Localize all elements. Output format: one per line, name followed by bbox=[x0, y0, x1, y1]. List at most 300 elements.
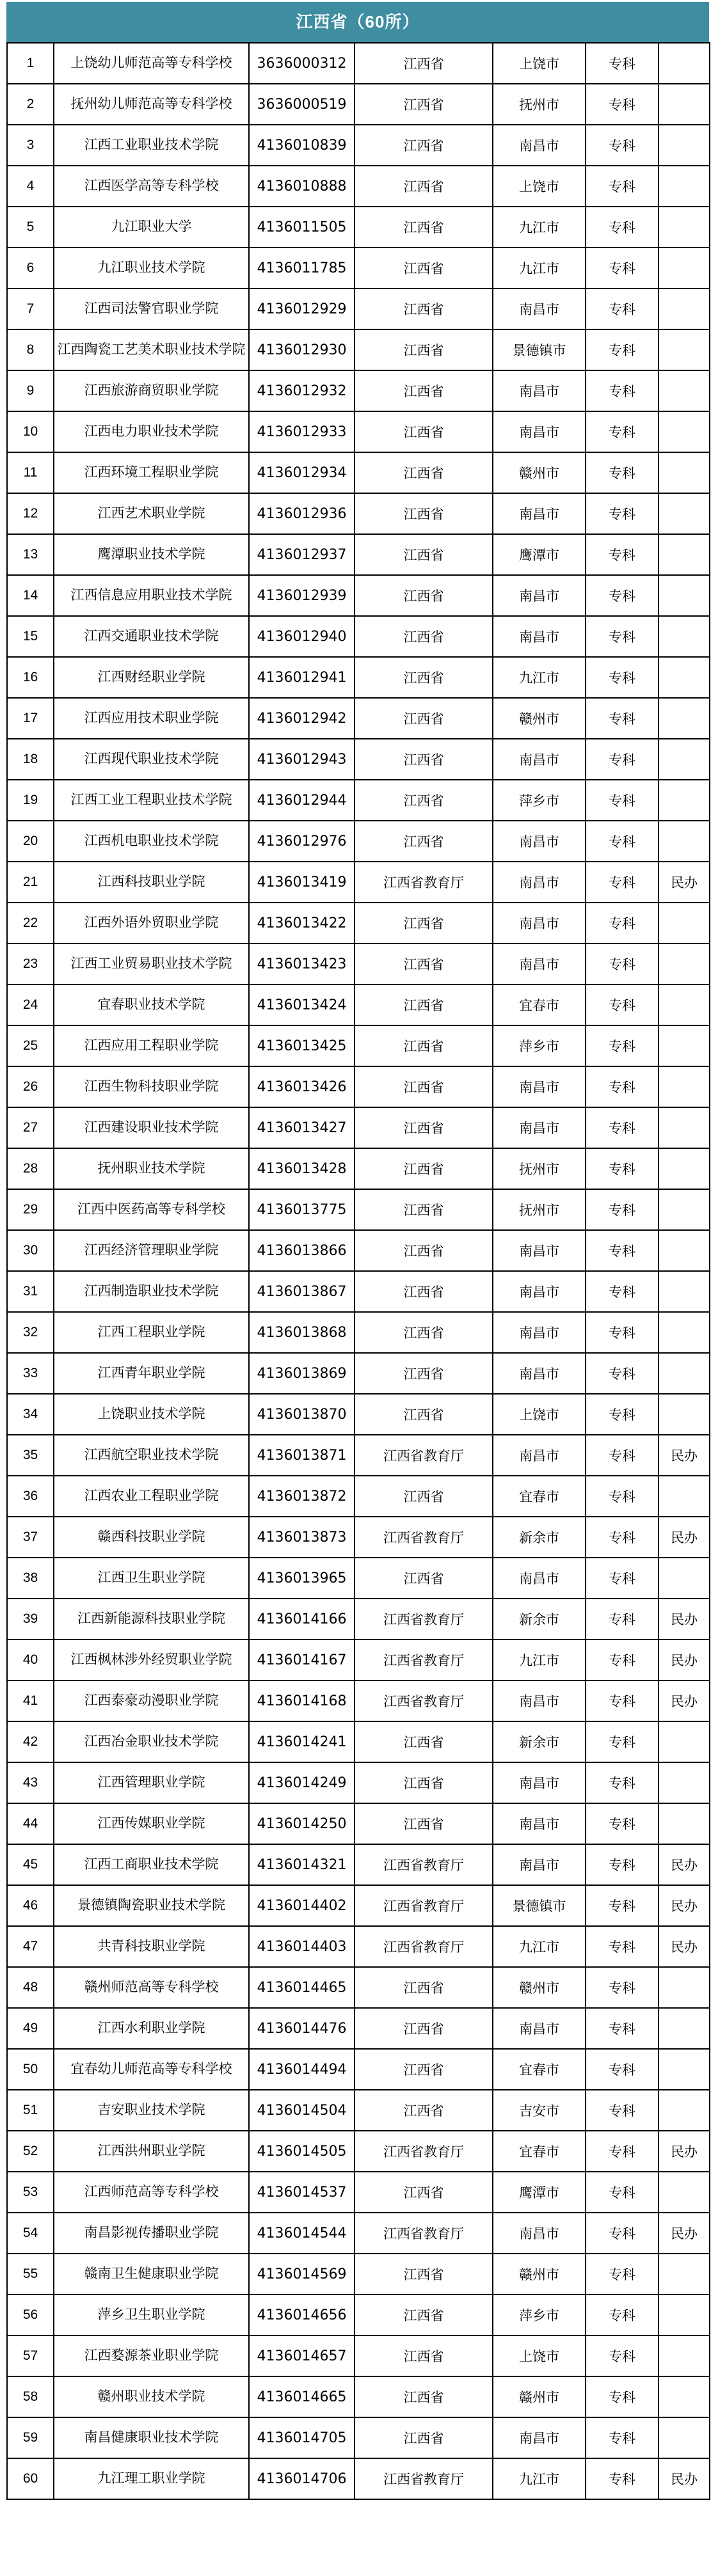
city-cell: 景德镇市 bbox=[493, 1885, 586, 1926]
authority-cell: 江西省 bbox=[355, 1189, 493, 1230]
school-code-cell: 4136012936 bbox=[249, 493, 355, 534]
table-row bbox=[7, 2090, 710, 2131]
city-cell: 九江市 bbox=[493, 248, 586, 288]
school-code-cell: 4136012937 bbox=[249, 534, 355, 575]
authority-cell: 江西省 bbox=[355, 1107, 493, 1148]
city-cell: 南昌市 bbox=[493, 1107, 586, 1148]
school-code-cell: 4136012930 bbox=[249, 329, 355, 370]
ownership-cell bbox=[659, 411, 710, 452]
ownership-cell bbox=[659, 370, 710, 411]
authority-cell: 江西省 bbox=[355, 288, 493, 329]
level-cell: 专科 bbox=[586, 329, 659, 370]
city-cell: 南昌市 bbox=[493, 2417, 586, 2458]
school-name-cell: 江西青年职业学院 bbox=[54, 1353, 249, 1394]
ownership-cell bbox=[659, 616, 710, 657]
level-cell: 专科 bbox=[586, 2335, 659, 2376]
table-row bbox=[7, 1558, 710, 1599]
row-number-cell: 25 bbox=[7, 1025, 54, 1066]
ownership-cell bbox=[659, 329, 710, 370]
school-code-cell: 4136014168 bbox=[249, 1680, 355, 1721]
school-name-cell: 江西科技职业学院 bbox=[54, 862, 249, 903]
ownership-cell bbox=[659, 288, 710, 329]
city-cell: 南昌市 bbox=[493, 1066, 586, 1107]
level-cell: 专科 bbox=[586, 2295, 659, 2335]
ownership-cell bbox=[659, 984, 710, 1025]
table-row bbox=[7, 1762, 710, 1803]
school-name-cell: 江西航空职业技术学院 bbox=[54, 1435, 249, 1476]
row-number-cell: 29 bbox=[7, 1189, 54, 1230]
authority-cell: 江西省 bbox=[355, 1353, 493, 1394]
city-cell: 南昌市 bbox=[493, 493, 586, 534]
row-number-cell: 57 bbox=[7, 2335, 54, 2376]
city-cell: 鹰潭市 bbox=[493, 2172, 586, 2213]
level-cell: 专科 bbox=[586, 944, 659, 984]
row-number-cell: 5 bbox=[7, 207, 54, 248]
ownership-cell bbox=[659, 1967, 710, 2008]
level-cell: 专科 bbox=[586, 493, 659, 534]
table-row bbox=[7, 821, 710, 862]
row-number-cell: 12 bbox=[7, 493, 54, 534]
school-name-cell: 江西现代职业技术学院 bbox=[54, 739, 249, 780]
ownership-cell: 民办 bbox=[659, 1844, 710, 1885]
authority-cell: 江西省 bbox=[355, 2008, 493, 2049]
school-code-cell: 4136013426 bbox=[249, 1066, 355, 1107]
school-name-cell: 江西交通职业技术学院 bbox=[54, 616, 249, 657]
city-cell: 南昌市 bbox=[493, 411, 586, 452]
ownership-cell: 民办 bbox=[659, 1599, 710, 1640]
ownership-cell: 民办 bbox=[659, 2131, 710, 2172]
row-number-cell: 55 bbox=[7, 2254, 54, 2295]
school-code-cell: 4136013419 bbox=[249, 862, 355, 903]
school-name-cell: 江西制造职业技术学院 bbox=[54, 1271, 249, 1312]
city-cell: 九江市 bbox=[493, 2458, 586, 2499]
table-row bbox=[7, 493, 710, 534]
row-number-cell: 53 bbox=[7, 2172, 54, 2213]
table-row bbox=[7, 903, 710, 944]
level-cell: 专科 bbox=[586, 862, 659, 903]
school-name-cell: 南昌影视传播职业学院 bbox=[54, 2213, 249, 2254]
ownership-cell bbox=[659, 739, 710, 780]
school-code-cell: 4136014476 bbox=[249, 2008, 355, 2049]
level-cell: 专科 bbox=[586, 1394, 659, 1435]
school-name-cell: 江西工业职业技术学院 bbox=[54, 125, 249, 166]
school-code-cell: 4136013870 bbox=[249, 1394, 355, 1435]
row-number-cell: 59 bbox=[7, 2417, 54, 2458]
authority-cell: 江西省 bbox=[355, 1558, 493, 1599]
authority-cell: 江西省 bbox=[355, 1230, 493, 1271]
school-name-cell: 鹰潭职业技术学院 bbox=[54, 534, 249, 575]
school-name-cell: 江西艺术职业学院 bbox=[54, 493, 249, 534]
authority-cell: 江西省 bbox=[355, 329, 493, 370]
row-number-cell: 14 bbox=[7, 575, 54, 616]
table-row bbox=[7, 575, 710, 616]
level-cell: 专科 bbox=[586, 739, 659, 780]
school-code-cell: 4136011785 bbox=[249, 248, 355, 288]
authority-cell: 江西省 bbox=[355, 1762, 493, 1803]
row-number-cell: 13 bbox=[7, 534, 54, 575]
table-row bbox=[7, 1967, 710, 2008]
authority-cell: 江西省教育厅 bbox=[355, 1640, 493, 1680]
table-row bbox=[7, 2008, 710, 2049]
authority-cell: 江西省教育厅 bbox=[355, 1885, 493, 1926]
school-name-cell: 上饶幼儿师范高等专科学校 bbox=[54, 43, 249, 84]
school-name-cell: 九江理工职业学院 bbox=[54, 2458, 249, 2499]
school-name-cell: 江西陶瓷工艺美术职业技术学院 bbox=[54, 329, 249, 370]
school-code-cell: 4136012942 bbox=[249, 698, 355, 739]
school-name-cell: 九江职业技术学院 bbox=[54, 248, 249, 288]
ownership-cell bbox=[659, 43, 710, 84]
table-row bbox=[7, 944, 710, 984]
school-code-cell: 4136014505 bbox=[249, 2131, 355, 2172]
authority-cell: 江西省 bbox=[355, 1476, 493, 1517]
school-code-cell: 4136014402 bbox=[249, 1885, 355, 1926]
ownership-cell bbox=[659, 780, 710, 821]
school-code-cell: 4136013424 bbox=[249, 984, 355, 1025]
row-number-cell: 6 bbox=[7, 248, 54, 288]
school-name-cell: 江西卫生职业学院 bbox=[54, 1558, 249, 1599]
school-code-cell: 4136012940 bbox=[249, 616, 355, 657]
level-cell: 专科 bbox=[586, 1230, 659, 1271]
school-name-cell: 宜春职业技术学院 bbox=[54, 984, 249, 1025]
city-cell: 抚州市 bbox=[493, 1148, 586, 1189]
school-name-cell: 上饶职业技术学院 bbox=[54, 1394, 249, 1435]
ownership-cell bbox=[659, 944, 710, 984]
city-cell: 南昌市 bbox=[493, 1353, 586, 1394]
level-cell: 专科 bbox=[586, 984, 659, 1025]
ownership-cell bbox=[659, 2008, 710, 2049]
school-code-cell: 4136013873 bbox=[249, 1517, 355, 1558]
authority-cell: 江西省教育厅 bbox=[355, 862, 493, 903]
school-code-cell: 4136013866 bbox=[249, 1230, 355, 1271]
school-code-cell: 4136012933 bbox=[249, 411, 355, 452]
row-number-cell: 33 bbox=[7, 1353, 54, 1394]
level-cell: 专科 bbox=[586, 1476, 659, 1517]
city-cell: 上饶市 bbox=[493, 43, 586, 84]
school-code-cell: 4136013867 bbox=[249, 1271, 355, 1312]
ownership-cell: 民办 bbox=[659, 1640, 710, 1680]
city-cell: 赣州市 bbox=[493, 1967, 586, 2008]
school-name-cell: 赣州师范高等专科学校 bbox=[54, 1967, 249, 2008]
school-code-cell: 4136014656 bbox=[249, 2295, 355, 2335]
school-code-cell: 4136010839 bbox=[249, 125, 355, 166]
authority-cell: 江西省 bbox=[355, 2049, 493, 2090]
city-cell: 赣州市 bbox=[493, 2254, 586, 2295]
ownership-cell: 民办 bbox=[659, 2458, 710, 2499]
level-cell: 专科 bbox=[586, 2008, 659, 2049]
school-name-cell: 赣州职业技术学院 bbox=[54, 2376, 249, 2417]
school-name-cell: 抚州幼儿师范高等专科学校 bbox=[54, 84, 249, 125]
level-cell: 专科 bbox=[586, 1107, 659, 1148]
school-code-cell: 4136012934 bbox=[249, 452, 355, 493]
ownership-cell bbox=[659, 2417, 710, 2458]
table-row bbox=[7, 1025, 710, 1066]
school-code-cell: 4136014249 bbox=[249, 1762, 355, 1803]
school-name-cell: 江西外语外贸职业学院 bbox=[54, 903, 249, 944]
school-code-cell: 4136013427 bbox=[249, 1107, 355, 1148]
table-row bbox=[7, 1271, 710, 1312]
authority-cell: 江西省 bbox=[355, 2417, 493, 2458]
school-name-cell: 江西农业工程职业学院 bbox=[54, 1476, 249, 1517]
level-cell: 专科 bbox=[586, 370, 659, 411]
school-name-cell: 江西信息应用职业技术学院 bbox=[54, 575, 249, 616]
city-cell: 新余市 bbox=[493, 1721, 586, 1762]
city-cell: 南昌市 bbox=[493, 616, 586, 657]
ownership-cell bbox=[659, 1558, 710, 1599]
city-cell: 九江市 bbox=[493, 1926, 586, 1967]
authority-cell: 江西省教育厅 bbox=[355, 2458, 493, 2499]
ownership-cell bbox=[659, 903, 710, 944]
row-number-cell: 40 bbox=[7, 1640, 54, 1680]
level-cell: 专科 bbox=[586, 534, 659, 575]
authority-cell: 江西省 bbox=[355, 1312, 493, 1353]
city-cell: 新余市 bbox=[493, 1517, 586, 1558]
row-number-cell: 19 bbox=[7, 780, 54, 821]
school-code-cell: 4136014321 bbox=[249, 1844, 355, 1885]
row-number-cell: 52 bbox=[7, 2131, 54, 2172]
authority-cell: 江西省教育厅 bbox=[355, 1926, 493, 1967]
city-cell: 吉安市 bbox=[493, 2090, 586, 2131]
row-number-cell: 20 bbox=[7, 821, 54, 862]
level-cell: 专科 bbox=[586, 1517, 659, 1558]
authority-cell: 江西省 bbox=[355, 616, 493, 657]
table-row bbox=[7, 862, 710, 903]
authority-cell: 江西省教育厅 bbox=[355, 2131, 493, 2172]
authority-cell: 江西省 bbox=[355, 1271, 493, 1312]
school-code-cell: 4136012939 bbox=[249, 575, 355, 616]
city-cell: 南昌市 bbox=[493, 1230, 586, 1271]
level-cell: 专科 bbox=[586, 1967, 659, 2008]
table-row bbox=[7, 739, 710, 780]
authority-cell: 江西省教育厅 bbox=[355, 1680, 493, 1721]
row-number-cell: 1 bbox=[7, 43, 54, 84]
level-cell: 专科 bbox=[586, 1885, 659, 1926]
school-code-cell: 4136012929 bbox=[249, 288, 355, 329]
ownership-cell bbox=[659, 2376, 710, 2417]
school-code-cell: 4136014166 bbox=[249, 1599, 355, 1640]
authority-cell: 江西省 bbox=[355, 1394, 493, 1435]
row-number-cell: 60 bbox=[7, 2458, 54, 2499]
table-row bbox=[7, 984, 710, 1025]
city-cell: 上饶市 bbox=[493, 166, 586, 207]
school-name-cell: 江西洪州职业学院 bbox=[54, 2131, 249, 2172]
ownership-cell bbox=[659, 1762, 710, 1803]
table-row bbox=[7, 329, 710, 370]
row-number-cell: 16 bbox=[7, 657, 54, 698]
city-cell: 宜春市 bbox=[493, 1476, 586, 1517]
school-name-cell: 江西枫林涉外经贸职业学院 bbox=[54, 1640, 249, 1680]
ownership-cell bbox=[659, 1107, 710, 1148]
authority-cell: 江西省 bbox=[355, 575, 493, 616]
school-name-cell: 江西财经职业学院 bbox=[54, 657, 249, 698]
city-cell: 南昌市 bbox=[493, 288, 586, 329]
school-name-cell: 江西经济管理职业学院 bbox=[54, 1230, 249, 1271]
city-cell: 鹰潭市 bbox=[493, 534, 586, 575]
table-row bbox=[7, 1066, 710, 1107]
city-cell: 九江市 bbox=[493, 657, 586, 698]
row-number-cell: 9 bbox=[7, 370, 54, 411]
city-cell: 上饶市 bbox=[493, 2335, 586, 2376]
level-cell: 专科 bbox=[586, 2049, 659, 2090]
level-cell: 专科 bbox=[586, 2090, 659, 2131]
authority-cell: 江西省 bbox=[355, 780, 493, 821]
city-cell: 九江市 bbox=[493, 207, 586, 248]
ownership-cell bbox=[659, 698, 710, 739]
city-cell: 赣州市 bbox=[493, 452, 586, 493]
ownership-cell bbox=[659, 575, 710, 616]
row-number-cell: 21 bbox=[7, 862, 54, 903]
school-code-cell: 4136013868 bbox=[249, 1312, 355, 1353]
school-name-cell: 共青科技职业学院 bbox=[54, 1926, 249, 1967]
level-cell: 专科 bbox=[586, 1721, 659, 1762]
school-name-cell: 江西管理职业学院 bbox=[54, 1762, 249, 1803]
row-number-cell: 8 bbox=[7, 329, 54, 370]
level-cell: 专科 bbox=[586, 616, 659, 657]
city-cell: 赣州市 bbox=[493, 698, 586, 739]
level-cell: 专科 bbox=[586, 248, 659, 288]
ownership-cell bbox=[659, 1476, 710, 1517]
city-cell: 抚州市 bbox=[493, 84, 586, 125]
table-row bbox=[7, 1435, 710, 1476]
city-cell: 南昌市 bbox=[493, 2008, 586, 2049]
school-code-cell: 4136012944 bbox=[249, 780, 355, 821]
authority-cell: 江西省 bbox=[355, 739, 493, 780]
row-number-cell: 24 bbox=[7, 984, 54, 1025]
ownership-cell bbox=[659, 1271, 710, 1312]
ownership-cell bbox=[659, 2049, 710, 2090]
universities-table bbox=[6, 42, 710, 2500]
city-cell: 南昌市 bbox=[493, 1271, 586, 1312]
row-number-cell: 46 bbox=[7, 1885, 54, 1926]
school-code-cell: 4136010888 bbox=[249, 166, 355, 207]
authority-cell: 江西省 bbox=[355, 657, 493, 698]
row-number-cell: 23 bbox=[7, 944, 54, 984]
school-code-cell: 4136014504 bbox=[249, 2090, 355, 2131]
table-row bbox=[7, 84, 710, 125]
row-number-cell: 3 bbox=[7, 125, 54, 166]
school-name-cell: 江西应用技术职业学院 bbox=[54, 698, 249, 739]
table-row bbox=[7, 207, 710, 248]
city-cell: 萍乡市 bbox=[493, 1025, 586, 1066]
school-code-cell: 4136013869 bbox=[249, 1353, 355, 1394]
school-name-cell: 江西应用工程职业学院 bbox=[54, 1025, 249, 1066]
table-row bbox=[7, 2295, 710, 2335]
school-name-cell: 江西医学高等专科学校 bbox=[54, 166, 249, 207]
authority-cell: 江西省教育厅 bbox=[355, 1844, 493, 1885]
ownership-cell bbox=[659, 1025, 710, 1066]
school-code-cell: 4136014250 bbox=[249, 1803, 355, 1844]
authority-cell: 江西省 bbox=[355, 821, 493, 862]
table-row bbox=[7, 780, 710, 821]
city-cell: 南昌市 bbox=[493, 1680, 586, 1721]
row-number-cell: 39 bbox=[7, 1599, 54, 1640]
city-cell: 南昌市 bbox=[493, 370, 586, 411]
authority-cell: 江西省 bbox=[355, 2090, 493, 2131]
row-number-cell: 48 bbox=[7, 1967, 54, 2008]
ownership-cell bbox=[659, 493, 710, 534]
school-name-cell: 赣西科技职业学院 bbox=[54, 1517, 249, 1558]
row-number-cell: 18 bbox=[7, 739, 54, 780]
authority-cell: 江西省 bbox=[355, 207, 493, 248]
table-row bbox=[7, 1230, 710, 1271]
school-name-cell: 江西工业贸易职业技术学院 bbox=[54, 944, 249, 984]
row-number-cell: 47 bbox=[7, 1926, 54, 1967]
school-code-cell: 4136012943 bbox=[249, 739, 355, 780]
level-cell: 专科 bbox=[586, 1189, 659, 1230]
school-name-cell: 吉安职业技术学院 bbox=[54, 2090, 249, 2131]
level-cell: 专科 bbox=[586, 1680, 659, 1721]
ownership-cell bbox=[659, 166, 710, 207]
school-code-cell: 4136014544 bbox=[249, 2213, 355, 2254]
row-number-cell: 35 bbox=[7, 1435, 54, 1476]
authority-cell: 江西省 bbox=[355, 698, 493, 739]
table-row bbox=[7, 1353, 710, 1394]
city-cell: 南昌市 bbox=[493, 1762, 586, 1803]
ownership-cell bbox=[659, 125, 710, 166]
table-row bbox=[7, 1721, 710, 1762]
table-row bbox=[7, 1394, 710, 1435]
school-name-cell: 江西电力职业技术学院 bbox=[54, 411, 249, 452]
level-cell: 专科 bbox=[586, 1148, 659, 1189]
school-code-cell: 4136014403 bbox=[249, 1926, 355, 1967]
level-cell: 专科 bbox=[586, 2417, 659, 2458]
city-cell: 南昌市 bbox=[493, 1435, 586, 1476]
row-number-cell: 28 bbox=[7, 1148, 54, 1189]
table-row bbox=[7, 1189, 710, 1230]
school-code-cell: 4136012976 bbox=[249, 821, 355, 862]
row-number-cell: 32 bbox=[7, 1312, 54, 1353]
ownership-cell bbox=[659, 2254, 710, 2295]
school-code-cell: 4136014494 bbox=[249, 2049, 355, 2090]
row-number-cell: 42 bbox=[7, 1721, 54, 1762]
table-row bbox=[7, 452, 710, 493]
ownership-cell bbox=[659, 1066, 710, 1107]
province-header: 江西省（60所） bbox=[6, 2, 709, 42]
school-code-cell: 4136014705 bbox=[249, 2417, 355, 2458]
table-row bbox=[7, 1476, 710, 1517]
level-cell: 专科 bbox=[586, 84, 659, 125]
level-cell: 专科 bbox=[586, 1025, 659, 1066]
level-cell: 专科 bbox=[586, 2172, 659, 2213]
authority-cell: 江西省 bbox=[355, 1721, 493, 1762]
level-cell: 专科 bbox=[586, 452, 659, 493]
level-cell: 专科 bbox=[586, 1803, 659, 1844]
school-name-cell: 江西中医药高等专科学校 bbox=[54, 1189, 249, 1230]
school-name-cell: 江西工程职业学院 bbox=[54, 1312, 249, 1353]
authority-cell: 江西省 bbox=[355, 1066, 493, 1107]
school-name-cell: 江西新能源科技职业学院 bbox=[54, 1599, 249, 1640]
row-number-cell: 38 bbox=[7, 1558, 54, 1599]
row-number-cell: 49 bbox=[7, 2008, 54, 2049]
school-code-cell: 4136013423 bbox=[249, 944, 355, 984]
city-cell: 南昌市 bbox=[493, 2213, 586, 2254]
level-cell: 专科 bbox=[586, 2213, 659, 2254]
school-code-cell: 4136014657 bbox=[249, 2335, 355, 2376]
ownership-cell bbox=[659, 1148, 710, 1189]
school-code-cell: 4136013872 bbox=[249, 1476, 355, 1517]
authority-cell: 江西省 bbox=[355, 370, 493, 411]
school-name-cell: 江西环境工程职业学院 bbox=[54, 452, 249, 493]
authority-cell: 江西省 bbox=[355, 43, 493, 84]
city-cell: 上饶市 bbox=[493, 1394, 586, 1435]
city-cell: 南昌市 bbox=[493, 862, 586, 903]
ownership-cell bbox=[659, 1394, 710, 1435]
school-code-cell: 3636000312 bbox=[249, 43, 355, 84]
level-cell: 专科 bbox=[586, 125, 659, 166]
table-row bbox=[7, 248, 710, 288]
authority-cell: 江西省 bbox=[355, 1025, 493, 1066]
universities-tbody bbox=[7, 43, 710, 2499]
ownership-cell bbox=[659, 452, 710, 493]
